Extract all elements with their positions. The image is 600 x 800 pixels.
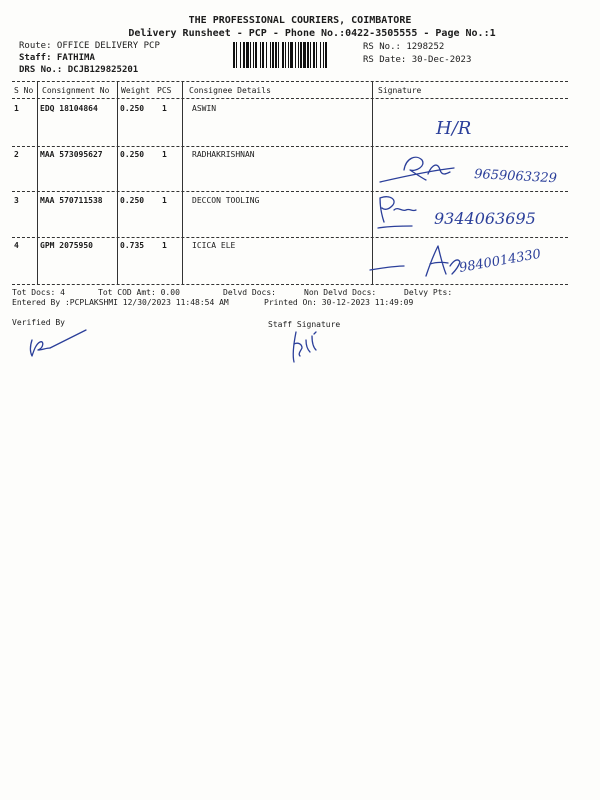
row3-weight: 0.250: [120, 196, 145, 205]
row2-consignment: MAA 573095627: [40, 150, 103, 159]
row4-weight: 0.735: [120, 241, 145, 250]
delvy-pts: Delvy Pts:: [404, 288, 453, 297]
row1-handwriting: [436, 114, 496, 140]
column-divider: [117, 82, 118, 284]
column-divider: [182, 82, 183, 284]
row2-signature: [376, 148, 576, 190]
header-pcs: PCS: [157, 86, 172, 95]
printed-on: Printed On: 30-12-2023 11:49:09: [264, 298, 414, 307]
route-label: Route: OFFICE DELIVERY PCP: [19, 41, 160, 51]
row1-weight: 0.250: [120, 104, 145, 113]
row1-pcs: 1: [162, 104, 167, 113]
header-consignee: Consignee Details: [189, 86, 271, 95]
row1-consignment: EDQ 18104864: [40, 104, 98, 113]
row2-consignee: RADHAKRISHNAN: [192, 150, 255, 159]
header-consignment: Consignment No: [42, 86, 110, 95]
row-divider: [12, 146, 568, 147]
row4-consignee: ICICA ELE: [192, 241, 236, 250]
row4-signature: [368, 236, 568, 284]
row4-phone: 9840014330: [458, 246, 543, 276]
tot-docs: Tot Docs: 4: [12, 288, 65, 297]
row3-consignment: MAA 570711538: [40, 196, 103, 205]
staff-signature-label: Staff Signature: [268, 320, 341, 329]
row3-phone: 9344063695: [434, 209, 536, 228]
row2-pcs: 1: [162, 150, 167, 159]
company-name: THE PROFESSIONAL COURIERS, COIMBATORE: [188, 15, 412, 26]
row3-pcs: 1: [162, 196, 167, 205]
row2-sno: 2: [14, 150, 19, 159]
row1-sno: 1: [14, 104, 19, 113]
staff-label: Staff: FATHIMA: [19, 53, 95, 63]
row3-sno: 3: [14, 196, 19, 205]
row3-signature: [376, 192, 576, 236]
header-signature: Signature: [378, 86, 422, 95]
row1-consignee: ASWIN: [192, 104, 217, 113]
svg-text:H/R: H/R: [436, 118, 472, 139]
column-divider: [37, 82, 38, 284]
row4-pcs: 1: [162, 241, 167, 250]
barcode-image: [233, 42, 359, 68]
row3-consignee: DECCON TOOLING: [192, 196, 260, 205]
row4-consignment: GPM 2075950: [40, 241, 93, 250]
rs-number: RS No.: 1298252: [363, 42, 445, 52]
tot-cod: Tot COD Amt: 0.00: [98, 288, 180, 297]
table-top-rule: [12, 81, 568, 82]
runsheet-title: Delivery Runsheet - PCP - Phone No.:0422-3505555 - Page No.:1: [128, 28, 496, 39]
verified-by-label: Verified By: [12, 318, 65, 327]
row4-sno: 4: [14, 241, 19, 250]
delvd-docs: Delvd Docs:: [223, 288, 276, 297]
entered-by: Entered By :PCPLAKSHMI 12/30/2023 11:48:54 AM: [12, 298, 229, 307]
header-sno: S No: [14, 86, 34, 95]
table-bottom-rule: [12, 284, 568, 285]
staff-signature: [288, 326, 328, 366]
verified-by-signature: [26, 326, 96, 360]
row2-phone: 9659063329: [473, 167, 558, 187]
rs-date: RS Date: 30-Dec-2023: [363, 55, 472, 65]
row2-weight: 0.250: [120, 150, 145, 159]
table-header-rule: [12, 98, 568, 99]
drs-number: DRS No.: DCJB129825201: [19, 65, 139, 75]
header-weight: Weight: [121, 86, 150, 95]
non-delvd-docs: Non Delvd Docs:: [304, 288, 377, 297]
